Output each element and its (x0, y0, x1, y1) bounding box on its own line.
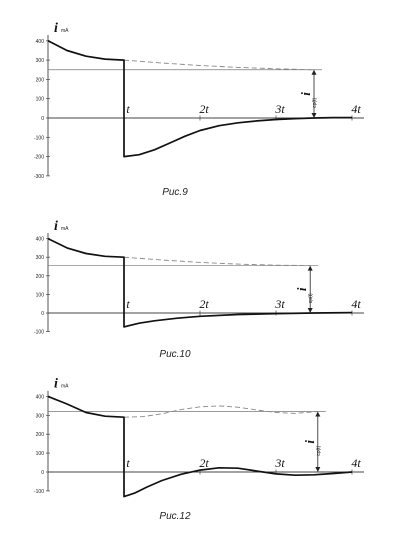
y-axis-symbol: i (54, 219, 58, 235)
y-tick-label: -300 (33, 173, 44, 180)
x-tick-label: t (126, 102, 130, 116)
y-tick-label: 400 (35, 236, 44, 243)
y-axis-unit: mA (61, 383, 69, 390)
x-tick-label: 4t (351, 102, 361, 116)
y-tick-label: 0 (41, 116, 44, 122)
x-tick-label: 2t (199, 297, 209, 311)
arrow-head-bottom (315, 467, 320, 472)
y-tick-label: 300 (35, 58, 44, 65)
x-tick-label: 4t (351, 297, 361, 311)
y-tick-label: -100 (33, 329, 44, 336)
y-tick-label: 200 (35, 77, 44, 84)
arrow-head-top (312, 70, 317, 75)
x-tick-label: 3t (275, 102, 285, 116)
y-tick-label: 0 (41, 311, 44, 317)
x-tick-label: t (126, 297, 130, 311)
y-tick-label: 100 (35, 292, 44, 299)
annotation-label (294, 287, 314, 303)
y-tick-label: 300 (35, 255, 44, 262)
x-tick-label: 4t (351, 456, 361, 470)
figure-caption: Рис.12 (159, 511, 191, 522)
x-tick-label: t (126, 456, 130, 470)
y-axis-symbol: i (54, 376, 58, 392)
annotation-symbol: i (294, 287, 310, 292)
annotation-symbol: i (301, 439, 317, 444)
y-tick-label: 200 (35, 273, 44, 280)
chart-2 (34, 219, 364, 360)
y-tick-label: 400 (35, 394, 44, 401)
figure-caption: Рис.10 (159, 349, 191, 360)
x-tick-label: 2t (199, 102, 209, 116)
y-tick-label: -100 (33, 135, 44, 142)
arrow-head-top (315, 412, 320, 417)
y-tick-label: 200 (35, 432, 44, 439)
y-tick-label: 0 (41, 470, 44, 476)
chart-1 (34, 21, 364, 198)
annotation-subscript: ср(t) (308, 293, 315, 304)
y-axis-unit: mA (61, 226, 69, 233)
dashed-series (124, 257, 310, 265)
y-tick-label: -200 (33, 154, 44, 161)
arrow-head-top (308, 266, 313, 271)
annotation-subscript: ср(t) (315, 445, 322, 456)
solid-series (48, 41, 352, 157)
y-axis-unit: mA (61, 28, 69, 35)
figure-caption: Рис.9 (162, 187, 188, 198)
y-tick-label: 100 (35, 96, 44, 103)
y-axis-symbol: i (54, 21, 58, 37)
x-tick-label: 3t (275, 456, 285, 470)
chart-3 (34, 377, 364, 522)
annotation-label (302, 440, 322, 456)
annotation-symbol: i (298, 92, 313, 96)
x-tick-label: 3t (275, 297, 285, 311)
y-tick-label: 100 (35, 451, 44, 458)
x-tick-label: 2t (199, 456, 209, 470)
dashed-series (124, 60, 314, 70)
y-tick-label: 300 (35, 413, 44, 420)
y-tick-label: -100 (33, 488, 44, 495)
y-tick-label: 400 (35, 38, 44, 45)
annotation-subscript: ср(t) (312, 97, 318, 108)
annotation-label (298, 92, 318, 108)
